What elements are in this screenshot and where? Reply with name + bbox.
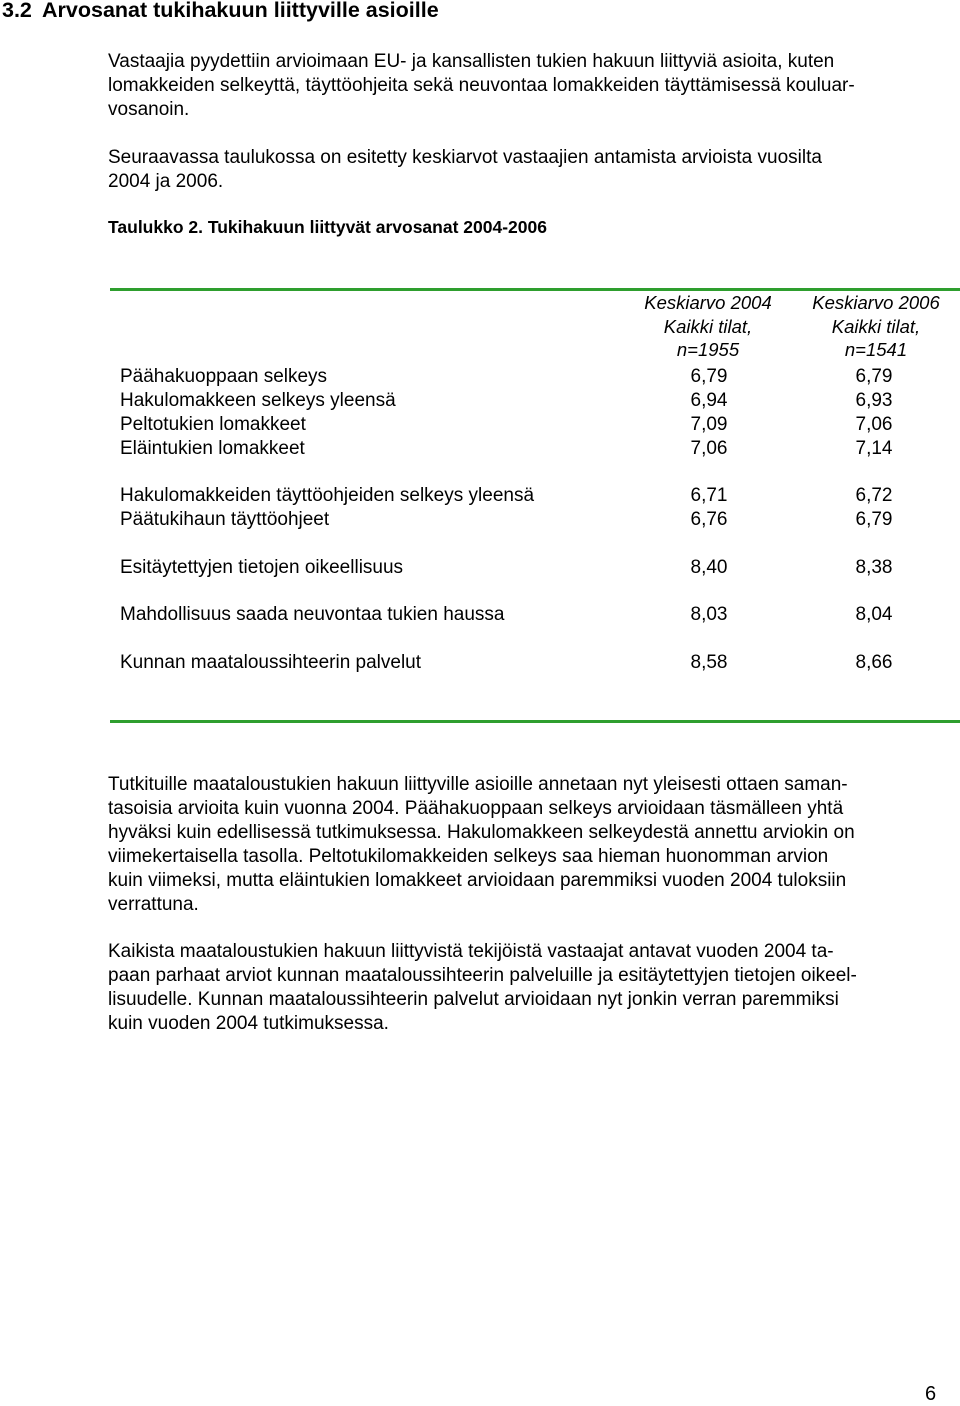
row-label: Hakulomakkeiden täyttöohjeiden selkeys yleensä: [120, 485, 535, 506]
value-2006: 6,79: [855, 366, 893, 387]
table-row: [120, 389, 960, 413]
body-paragraph-1: [108, 773, 943, 917]
row-label: Esitäytettyjen tietojen oikeellisuus: [120, 557, 404, 578]
row-label: Päähakuoppaan selkeys: [120, 366, 328, 387]
column-header-2006: [791, 291, 960, 362]
text-line: Vastaajia pyydettiin arvioimaan EU- ja kansallisten tukien hakuun liittyviä asioita, kuten: [108, 51, 835, 72]
value-2006: 8,04: [855, 604, 893, 625]
table-row: [120, 437, 960, 461]
row-label: Hakulomakkeen selkeys yleensä: [120, 390, 396, 411]
value-2004: 7,06: [690, 438, 728, 459]
body-paragraph-2: [108, 940, 943, 1036]
value-2006: 7,14: [855, 438, 893, 459]
table-row: [120, 484, 960, 508]
column-header-line: Keskiarvo 2004: [644, 292, 772, 313]
intro-paragraph-1: [108, 50, 943, 122]
column-header-line: n=1955: [676, 339, 740, 360]
table-row: [120, 413, 960, 437]
row-label: Kunnan maataloussihteerin palvelut: [120, 652, 422, 673]
column-header-2004: [623, 291, 793, 362]
text-line: Seuraavassa taulukossa on esitetty keskiarvot vastaajien antamista arvioista vuosilta: [108, 147, 822, 168]
text-line: hyväksi kuin edellisessä tutkimuksessa. Hakulomakkeen selkeydestä annettu arviokin on: [108, 822, 855, 843]
value-2004: 6,94: [690, 390, 728, 411]
table-row: [120, 508, 960, 532]
table-bottom-rule: [110, 720, 960, 723]
value-2006: 6,93: [855, 390, 893, 411]
value-2006: 8,66: [855, 652, 893, 673]
section-title: Arvosanat tukihakuun liittyville asioille: [42, 0, 439, 22]
intro-paragraph-2: [108, 146, 943, 194]
value-2004: 7,09: [690, 414, 728, 435]
text-line: verrattuna.: [108, 894, 199, 915]
value-2006: 6,79: [855, 509, 893, 530]
text-line: lomakkeiden selkeyttä, täyttöohjeita sekä neuvontaa lomakkeiden täyttämisessä kouluar-: [108, 75, 855, 96]
table-row: [120, 603, 960, 627]
table-caption: Taulukko 2. Tukihakuun liittyvät arvosanat 2004-2006: [108, 217, 547, 237]
text-line: Tutkituille maataloustukien hakuun liittyville asioille annetaan nyt yleisesti ottaen saman-: [108, 774, 848, 795]
column-header-line: Kaikki tilat,: [831, 315, 921, 337]
text-line: vosanoin.: [108, 99, 190, 120]
text-line: viimekertaisella tasolla. Peltotukilomakkeiden selkeys saa hieman huonomman arvion: [108, 846, 829, 867]
text-line: kuin vuoden 2004 tutkimuksessa.: [108, 1013, 389, 1034]
value-2004: 6,79: [690, 366, 728, 387]
text-line: lisuudelle. Kunnan maataloussihteerin palvelut arvioidaan nyt jonkin verran paremmiksi: [108, 989, 839, 1010]
row-label: Eläintukien lomakkeet: [120, 438, 305, 459]
table-row: [120, 556, 960, 580]
text-line: Kaikista maataloustukien hakuun liittyvistä tekijöistä vastaajat antavat vuoden 2004 ta-: [108, 941, 834, 962]
value-2004: 8,58: [690, 652, 728, 673]
column-header-line: Kaikki tilat,: [663, 315, 753, 337]
value-2006: 7,06: [855, 414, 893, 435]
table-row: [120, 365, 960, 389]
column-header-line: n=1541: [844, 339, 908, 360]
row-label: Mahdollisuus saada neuvontaa tukien haussa: [120, 604, 505, 625]
row-label: Päätukihaun täyttöohjeet: [120, 509, 330, 530]
value-2004: 6,76: [690, 509, 728, 530]
text-line: 2004 ja 2006.: [108, 171, 224, 192]
value-2006: 8,38: [855, 557, 893, 578]
value-2004: 8,40: [690, 557, 728, 578]
text-line: tasoisia arvioita kuin vuonna 2004. Päähakuoppaan selkeys arvioidaan täsmälleen yhtä: [108, 798, 844, 819]
value-2004: 6,71: [690, 485, 728, 506]
row-label: Peltotukien lomakkeet: [120, 414, 306, 435]
column-header-line: Keskiarvo 2006: [812, 292, 940, 313]
value-2004: 8,03: [690, 604, 728, 625]
table-row: [120, 651, 960, 675]
text-line: paan parhaat arviot kunnan maataloussihteerin palveluille ja esitäytettyjen tietojen oikeel-: [108, 965, 857, 986]
value-2006: 6,72: [855, 485, 893, 506]
page-number: 6: [925, 1383, 937, 1405]
section-heading: [2, 0, 439, 23]
section-number: 3.2: [2, 0, 32, 22]
text-line: kuin viimeksi, mutta eläintukien lomakkeet arvioidaan paremmiksi vuoden 2004 tuloksiin: [108, 870, 847, 891]
